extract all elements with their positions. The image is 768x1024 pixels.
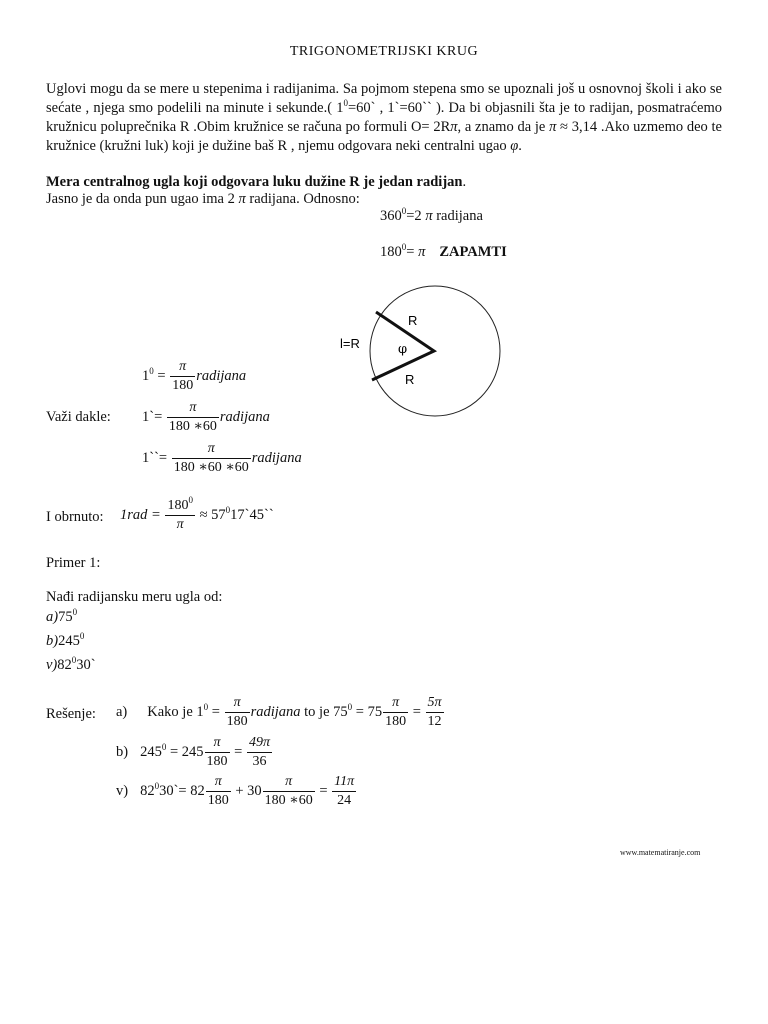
equation-180: $180^0= \pi$ ZAPAMTI	[380, 242, 507, 260]
radian-circle-diagram	[330, 276, 510, 426]
solution-label: Rešenje:	[46, 706, 96, 722]
list-item: $a)75^0$	[46, 607, 78, 625]
intro-paragraph: Uglovi mogu da se mere u stepenima i radijanima. Sa pojmom stepena smo se upoznali još u osnovnoj školi i ako se sećate , njega smo podelili na minute i sekunde.( $1^0=60`$ , 1`=60`` ). Da bi objasnili šta je to radijan, posmatraćemo kružnicu poluprečnika R .Obim kružnice se računa po formuli O= 2Rπ, a znamo da je π ≈ 3,14 .Ako uzmemo deo te kružnice (kružni luk) koji je dužine baš R , njemu odgovara neki centralni ugao φ.	[46, 81, 722, 154]
equation-360: $360^0=2$ π radijana	[380, 206, 483, 224]
arc-length-label: l=R	[340, 336, 360, 351]
formula-one-radian: 1rad = $\frac{180^0}{\pi}$ ≈ $57^017`45``$	[120, 495, 274, 532]
vazi-dakle-label: Važi dakle:	[46, 409, 111, 425]
formula-one-degree: $1^0$ = $\frac{\pi}{180}$ radijana	[142, 359, 247, 393]
full-angle-text: Jasno je da onda pun ugao ima 2 π radijana. Odnosno:	[46, 191, 360, 207]
task-text: Nađi radijansku meru ugla od:	[46, 589, 223, 605]
definition-text: Mera centralnog ugla koji odgovara luku dužine R je jedan radijan.	[46, 174, 467, 190]
radius-label-top: R	[408, 313, 418, 328]
solution-a: a) Kako je $1^0$ = $\frac{\pi}{180}$ radijana to je $75^0 = 75$ $\frac{\pi}{180}$ = $\frac{5\pi}{12}$	[116, 695, 442, 729]
solution-v: v) $82^030`= 82$ $\frac{\pi}{180}$ + 30 $\frac{\pi}{180 ∗60}$ = $\frac{11\pi}{24}$	[116, 774, 355, 808]
page-title: TRIGONOMETRIJSKI KRUG	[289, 44, 479, 59]
angle-phi-label: φ	[398, 342, 408, 357]
example-heading: Primer 1:	[46, 555, 101, 571]
formula-one-second: 1``= $\frac{\pi}{180 ∗60 ∗60}$ radijana	[142, 441, 302, 475]
solution-b: b) $245^0 = 245$ $\frac{\pi}{180}$ = $\frac{49\pi}{36}$	[116, 735, 270, 769]
list-item: $v)82^030`$	[46, 655, 96, 673]
formula-one-minute: 1`= $\frac{\pi}{180 ∗60}$ radijana	[142, 400, 270, 434]
obrnuto-label: I obrnuto:	[46, 509, 104, 525]
website-footer: www.matematiranje.com	[620, 848, 701, 857]
radius-label-bottom: R	[405, 372, 415, 387]
list-item: $b)245^0$	[46, 631, 85, 649]
